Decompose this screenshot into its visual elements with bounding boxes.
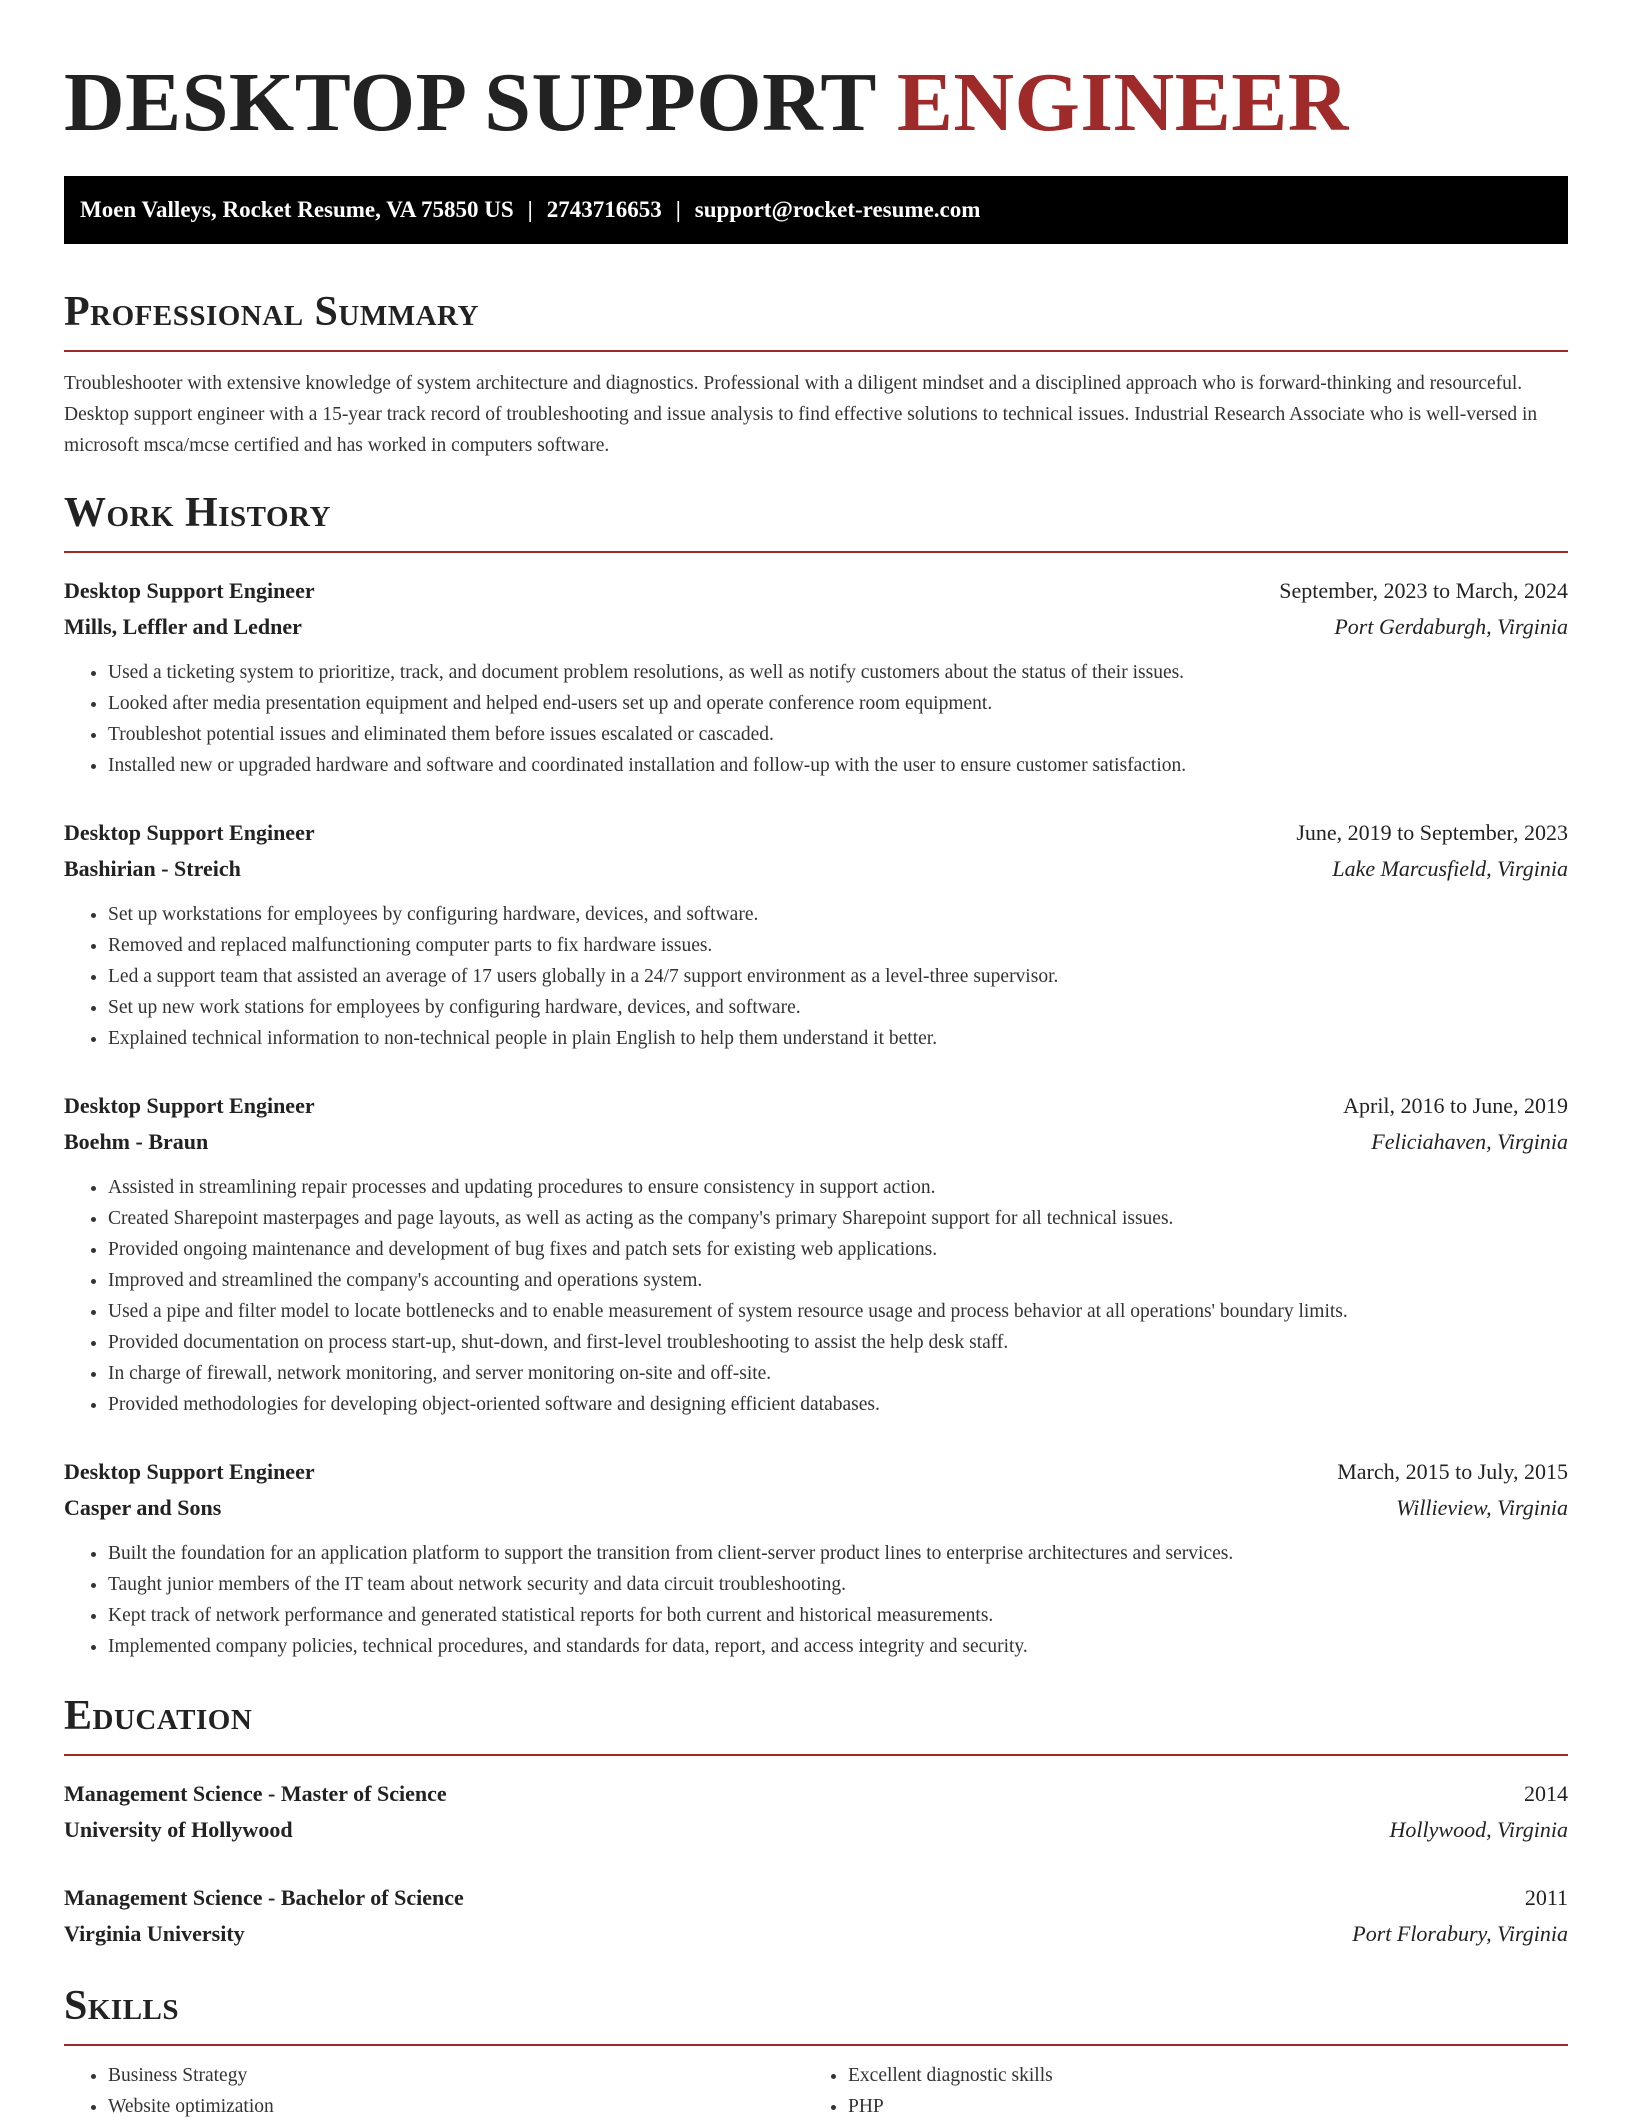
job-bullet: • Built the foundation for an application platform to support the transition from client-server product lines to enterprise architectures and services. xyxy=(108,1538,1568,1569)
skills-list xyxy=(64,2060,1568,2122)
job-location: Willieview, Virginia xyxy=(1396,1495,1568,1520)
education-year: 2011 xyxy=(1524,1885,1568,1910)
skills-heading: Skills xyxy=(64,1982,1568,2046)
job-dates: April, 2016 to June, 2019 xyxy=(1343,1093,1568,1118)
skills-column-right xyxy=(804,2060,1544,2122)
job-bullet: • Troubleshot potential issues and eliminated them before issues escalated or cascaded. xyxy=(108,719,1568,750)
job-title: Desktop Support Engineer xyxy=(64,820,315,845)
job-location: Port Gerdaburgh, Virginia xyxy=(1334,614,1568,639)
job-bullet: • In charge of firewall, network monitoring, and server monitoring on-site and off-site. xyxy=(108,1358,1568,1389)
job-bullet: • Led a support team that assisted an average of 17 users globally in a 24/7 support environment as a level-three supervisor. xyxy=(108,961,1568,992)
job-location: Feliciahaven, Virginia xyxy=(1371,1129,1568,1154)
summary-text: Troubleshooter with extensive knowledge of system architecture and diagnostics. Professional with a diligent mindset and a disciplined approach who is forward-thinking and resourceful. Desktop support engineer with a 15-year track record of troubleshooting and issue analysis to find effective solutions to technical issues. Industrial Research Associate who is well-versed in microsoft msca/mcse certified and has worked in computers software. xyxy=(64,373,1538,456)
job-dates: June, 2019 to September, 2023 xyxy=(1296,820,1568,845)
job-bullet: • Taught junior members of the IT team about network security and data circuit troubleshooting. xyxy=(108,1569,1568,1600)
name-accent: ENGINEER xyxy=(896,56,1349,149)
contact-separator: | xyxy=(527,197,533,222)
job-bullet: • Kept track of network performance and generated statistical reports for both current and historical measurements. xyxy=(108,1600,1568,1631)
job-bullet: • Used a pipe and filter model to locate bottlenecks and to enable measurement of system resource usage and process behavior at all operations' boundary limits. xyxy=(108,1296,1568,1327)
job-company: Boehm - Braun xyxy=(64,1129,209,1154)
job-bullet: • Looked after media presentation equipment and helped end-users set up and operate conference room equipment. xyxy=(108,688,1568,719)
job-entry xyxy=(64,815,1568,1054)
job-location: Lake Marcusfield, Virginia xyxy=(1332,856,1568,881)
job-bullet: • Implemented company policies, technical procedures, and standards for data, report, and access integrity and security. xyxy=(108,1631,1568,1662)
resume-name xyxy=(64,58,1568,148)
skill-item: • Excellent diagnostic skills xyxy=(848,2060,1544,2091)
education-year: 2014 xyxy=(1524,1781,1568,1806)
education-school: University of Hollywood xyxy=(64,1817,293,1842)
job-company: Mills, Leffler and Ledner xyxy=(64,614,302,639)
job-bullet: • Provided ongoing maintenance and development of bug fixes and patch sets for existing web applications. xyxy=(108,1234,1568,1265)
job-bullet: • Improved and streamlined the company's accounting and operations system. xyxy=(108,1265,1568,1296)
skill-item: • Business Strategy xyxy=(108,2060,804,2091)
skill-item: • PHP xyxy=(848,2091,1544,2122)
job-entry xyxy=(64,1454,1568,1662)
job-entry xyxy=(64,1088,1568,1420)
job-company: Casper and Sons xyxy=(64,1495,222,1520)
job-bullets xyxy=(64,899,1568,1054)
education-entry xyxy=(64,1776,1568,1848)
job-title: Desktop Support Engineer xyxy=(64,578,315,603)
job-bullet: • Removed and replaced malfunctioning computer parts to fix hardware issues. xyxy=(108,930,1568,961)
job-dates: September, 2023 to March, 2024 xyxy=(1279,578,1568,603)
job-entry xyxy=(64,573,1568,781)
skills-column-left xyxy=(64,2060,804,2122)
job-bullets xyxy=(64,1538,1568,1662)
skill-item: • Website optimization xyxy=(108,2091,804,2122)
job-bullet: • Set up new work stations for employees by configuring hardware, devices, and software. xyxy=(108,992,1568,1023)
job-bullet: • Set up workstations for employees by configuring hardware, devices, and software. xyxy=(108,899,1568,930)
education-entry xyxy=(64,1880,1568,1952)
job-dates: March, 2015 to July, 2015 xyxy=(1337,1459,1568,1484)
resume-page xyxy=(64,0,1568,2122)
contact-separator: | xyxy=(675,197,681,222)
education-degree: Management Science - Master of Science xyxy=(64,1781,447,1806)
job-company: Bashirian - Streich xyxy=(64,856,241,881)
education-location: Port Florabury, Virginia xyxy=(1352,1921,1568,1946)
job-bullet: • Provided methodologies for developing object-oriented software and designing efficient databases. xyxy=(108,1389,1568,1420)
education-school: Virginia University xyxy=(64,1921,245,1946)
job-bullets xyxy=(64,657,1568,781)
contact-email: support@rocket-resume.com xyxy=(694,197,981,222)
education-heading: Education xyxy=(64,1692,1568,1756)
job-title: Desktop Support Engineer xyxy=(64,1459,315,1484)
name-main: DESKTOP SUPPORT xyxy=(64,56,876,149)
job-title: Desktop Support Engineer xyxy=(64,1093,315,1118)
contact-bar xyxy=(64,176,1568,244)
summary-heading: Professional Summary xyxy=(64,288,1568,352)
job-bullet: • Explained technical information to non-technical people in plain English to help them understand it better. xyxy=(108,1023,1568,1054)
job-bullet: • Provided documentation on process start-up, shut-down, and first-level troubleshooting to assist the help desk staff. xyxy=(108,1327,1568,1358)
contact-address: Moen Valleys, Rocket Resume, VA 75850 US xyxy=(80,197,514,222)
job-bullets xyxy=(64,1172,1568,1420)
job-bullet: • Assisted in streamlining repair processes and updating procedures to ensure consistency in support action. xyxy=(108,1172,1568,1203)
contact-phone: 2743716653 xyxy=(546,197,662,222)
education-degree: Management Science - Bachelor of Science xyxy=(64,1885,464,1910)
education-location: Hollywood, Virginia xyxy=(1389,1817,1568,1842)
job-bullet: • Used a ticketing system to prioritize, track, and document problem resolutions, as well as notify customers about the status of their issues. xyxy=(108,657,1568,688)
work-history-heading: Work History xyxy=(64,489,1568,553)
job-bullet: • Created Sharepoint masterpages and page layouts, as well as acting as the company's primary Sharepoint support for all technical issues. xyxy=(108,1203,1568,1234)
job-bullet: • Installed new or upgraded hardware and software and coordinated installation and follow-up with the user to ensure customer satisfaction. xyxy=(108,750,1568,781)
